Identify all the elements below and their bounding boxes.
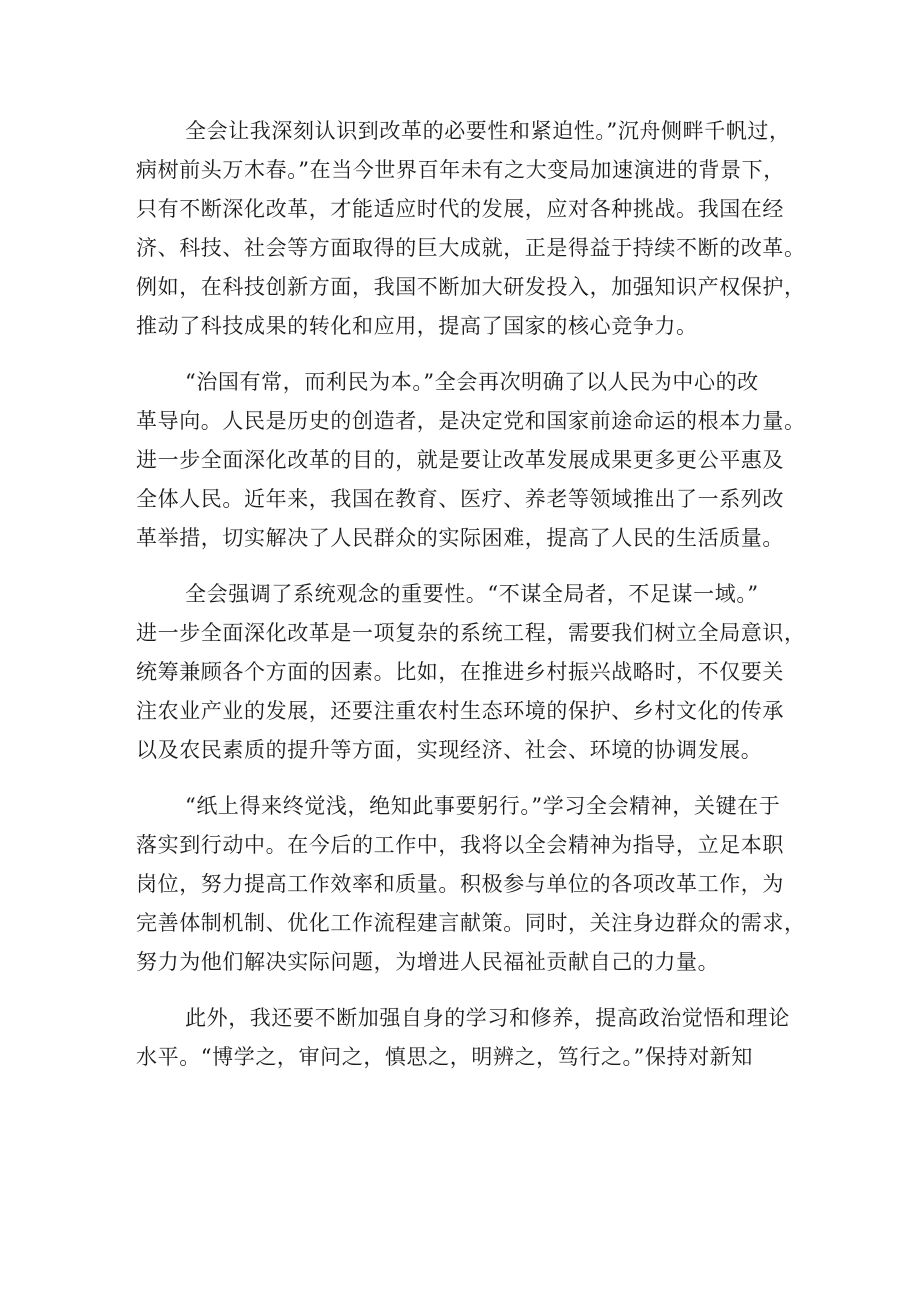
text-line: 岗位，努力提高工作效率和质量。积极参与单位的各项改革工作，为 — [136, 872, 784, 896]
text-line: 完善体制机制、优化工作流程建言献策。同时，关注身边群众的需求， — [136, 911, 806, 935]
text-line: 例如，在科技创新方面，我国不断加大研发投入，加强知识产权保护， — [136, 275, 806, 299]
paragraph-2 — [136, 363, 806, 558]
paragraph-5 — [136, 999, 800, 1077]
document-body — [136, 112, 806, 1094]
paragraph-3 — [136, 575, 806, 770]
text-line: 进一步全面深化改革的目的，就是要让改革发展成果更多更公平惠及 — [136, 448, 784, 472]
text-line: “纸上得来终觉浅，绝知此事要躬行。”学习全会精神，关键在于 — [185, 794, 781, 818]
text-line: 以及农民素质的提升等方面，实现经济、社会、环境的协调发展。 — [136, 738, 763, 762]
text-line: 只有不断深化改革，才能适应时代的发展，应对各种挑战。我国在经 — [136, 197, 784, 221]
text-line: 水平。“博学之，审问之，慎思之，明辨之，笃行之。”保持对新知 — [136, 1045, 753, 1069]
text-line: “治国有常，而利民为本。”全会再次明确了以人民为中心的改 — [185, 370, 759, 394]
text-line: 此外，我还要不断加强自身的学习和修养，提高政治觉悟和理论 — [185, 1006, 790, 1030]
text-line: 落实到行动中。在今后的工作中，我将以全会精神为指导，立足本职 — [136, 833, 784, 857]
text-line: 全会让我深刻认识到改革的必要性和紧迫性。”沉舟侧畔千帆过， — [185, 119, 791, 143]
paragraph-4 — [136, 787, 806, 982]
text-line: 病树前头万木春。”在当今世界百年未有之大变局加速演进的背景下， — [136, 158, 785, 182]
text-line: 进一步全面深化改革是一项复杂的系统工程，需要我们树立全局意识， — [136, 621, 806, 645]
paragraph-1 — [136, 112, 806, 346]
text-line: 济、科技、社会等方面取得的巨大成就，正是得益于持续不断的改革。 — [136, 236, 806, 260]
text-line: 努力为他们解决实际问题，为增进人民福祉贡献自己的力量。 — [136, 950, 720, 974]
text-line: 全体人民。近年来，我国在教育、医疗、养老等领域推出了一系列改 — [136, 487, 784, 511]
text-line: 统筹兼顾各个方面的因素。比如，在推进乡村振兴战略时，不仅要关 — [136, 660, 784, 684]
text-line: 全会强调了系统观念的重要性。“不谋全局者，不足谋一域。” — [185, 582, 759, 606]
text-line: 革导向。人民是历史的创造者，是决定党和国家前途命运的根本力量。 — [136, 409, 806, 433]
text-line: 注农业产业的发展，还要注重农村生态环境的保护、乡村文化的传承 — [136, 699, 784, 723]
text-line: 推动了科技成果的转化和应用，提高了国家的核心竞争力。 — [136, 314, 698, 338]
text-line: 革举措，切实解决了人民群众的实际困难，提高了人民的生活质量。 — [136, 526, 784, 550]
